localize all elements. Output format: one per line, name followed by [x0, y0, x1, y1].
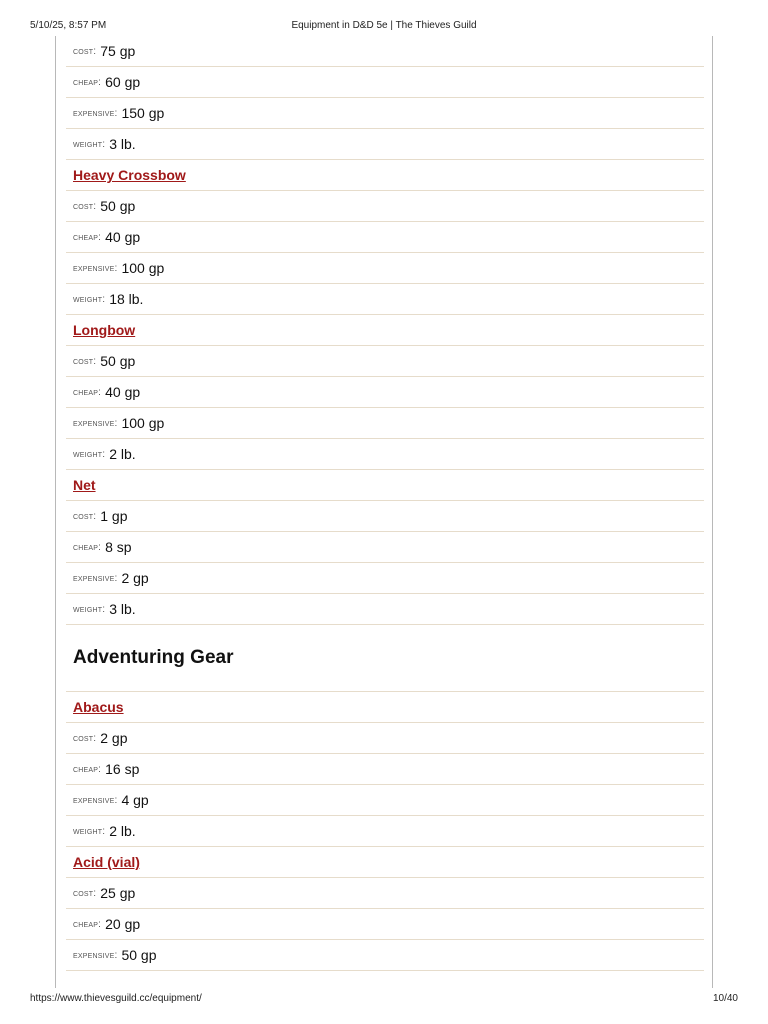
- stat-value: 2 gp: [100, 730, 128, 746]
- stat-label: cost:: [73, 732, 97, 744]
- print-footer: [30, 992, 738, 1006]
- stat-row-expensive: [66, 563, 704, 594]
- stat-row-cheap: [66, 909, 704, 940]
- stat-row-weight: [66, 129, 704, 160]
- print-header: [30, 19, 738, 33]
- stat-row-cheap: [66, 754, 704, 785]
- stat-label: expensive:: [73, 417, 118, 429]
- stat-label: cost:: [73, 887, 97, 899]
- stat-label: expensive:: [73, 107, 118, 119]
- stat-value: 20 gp: [105, 916, 141, 932]
- stat-row-weight: [66, 284, 704, 315]
- stat-label: cost:: [73, 45, 97, 57]
- stat-value: 4 gp: [121, 792, 149, 808]
- stat-value: 50 gp: [100, 198, 136, 214]
- stat-label: cheap:: [73, 763, 102, 775]
- stat-row-expensive: [66, 98, 704, 129]
- item-title-row: [66, 470, 704, 501]
- stat-label: weight:: [73, 825, 106, 837]
- content-frame: [55, 36, 713, 988]
- stat-row-cost: [66, 191, 704, 222]
- stat-value: 1 gp: [100, 508, 128, 524]
- stat-value: 50 gp: [100, 353, 136, 369]
- stat-row-cheap: [66, 377, 704, 408]
- item-title-row: [66, 847, 704, 878]
- stat-row-expensive: [66, 785, 704, 816]
- stat-label: cheap:: [73, 541, 102, 553]
- stat-value: 2 gp: [121, 570, 149, 586]
- stat-row-cheap: [66, 222, 704, 253]
- stat-label: weight:: [73, 293, 106, 305]
- print-datetime: 5/10/25, 8:57 PM: [30, 20, 107, 31]
- stat-value: 75 gp: [100, 43, 136, 59]
- stat-label: cheap:: [73, 231, 102, 243]
- item-title-row: [66, 692, 704, 723]
- stat-row-expensive: [66, 253, 704, 284]
- stat-value: 40 gp: [105, 384, 141, 400]
- stat-value: 50 gp: [121, 947, 157, 963]
- stat-label: cheap:: [73, 76, 102, 88]
- equipment-list: [66, 36, 704, 971]
- stat-value: 40 gp: [105, 229, 141, 245]
- stat-row-expensive: [66, 940, 704, 971]
- stat-label: cost:: [73, 510, 97, 522]
- print-url: https://www.thievesguild.cc/equipment/: [30, 993, 202, 1004]
- item-link-longbow[interactable]: Longbow: [73, 322, 136, 338]
- stat-row-cost: [66, 723, 704, 754]
- stat-value: 3 lb.: [109, 136, 136, 152]
- stat-value: 2 lb.: [109, 823, 136, 839]
- item-link-acid-vial[interactable]: Acid (vial): [73, 854, 140, 870]
- stat-value: 100 gp: [121, 260, 165, 276]
- stat-value: 8 sp: [105, 539, 132, 555]
- stat-value: 3 lb.: [109, 601, 136, 617]
- stat-row-cost: [66, 878, 704, 909]
- stat-label: expensive:: [73, 949, 118, 961]
- stat-label: expensive:: [73, 572, 118, 584]
- stat-label: expensive:: [73, 262, 118, 274]
- stat-label: cost:: [73, 200, 97, 212]
- stat-label: cheap:: [73, 386, 102, 398]
- stat-value: 2 lb.: [109, 446, 136, 462]
- stat-row-cost: [66, 501, 704, 532]
- section-heading: Adventuring Gear: [66, 625, 704, 692]
- item-link-net[interactable]: Net: [73, 477, 96, 493]
- item-title-row: [66, 315, 704, 346]
- stat-row-weight: [66, 594, 704, 625]
- stat-value: 150 gp: [121, 105, 165, 121]
- stat-row-expensive: [66, 408, 704, 439]
- stat-label: weight:: [73, 138, 106, 150]
- stat-row-weight: [66, 439, 704, 470]
- stat-label: cheap:: [73, 918, 102, 930]
- stat-row-cheap: [66, 532, 704, 563]
- stat-value: 18 lb.: [109, 291, 144, 307]
- stat-label: expensive:: [73, 794, 118, 806]
- stat-row-cost: [66, 346, 704, 377]
- item-link-heavy-crossbow[interactable]: Heavy Crossbow: [73, 167, 186, 183]
- stat-row-weight: [66, 816, 704, 847]
- item-title-row: [66, 160, 704, 191]
- stat-value: 16 sp: [105, 761, 140, 777]
- item-link-abacus[interactable]: Abacus: [73, 699, 124, 715]
- stat-value: 60 gp: [105, 74, 141, 90]
- stat-row-cheap: [66, 67, 704, 98]
- stat-label: cost:: [73, 355, 97, 367]
- stat-label: weight:: [73, 603, 106, 615]
- stat-row-cost: [66, 36, 704, 67]
- stat-value: 100 gp: [121, 415, 165, 431]
- stat-label: weight:: [73, 448, 106, 460]
- print-page-number: 10/40: [712, 993, 738, 1004]
- stat-value: 25 gp: [100, 885, 136, 901]
- print-page-title: Equipment in D&D 5e | The Thieves Guild: [291, 20, 477, 31]
